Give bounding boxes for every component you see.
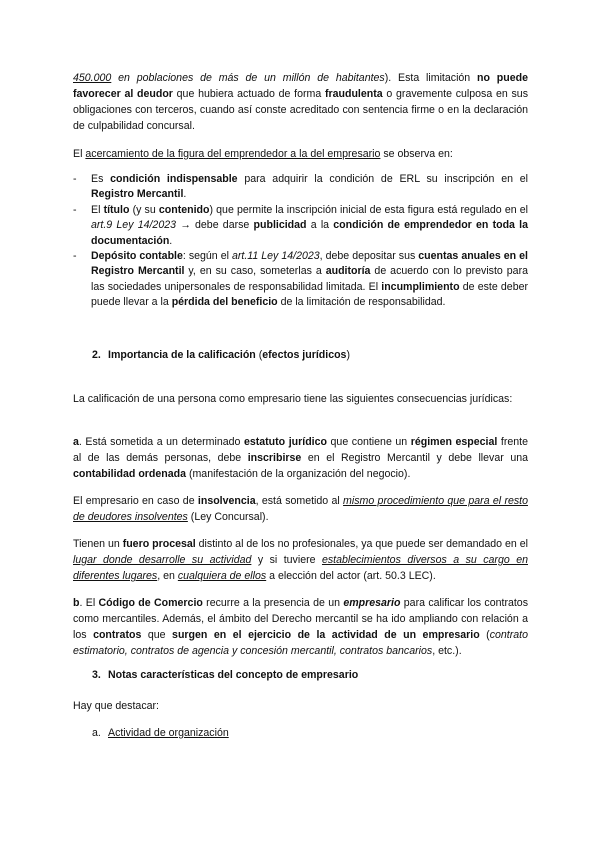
bullet-list [73, 172, 528, 311]
subsection-a: a. Actividad de organización [92, 727, 229, 739]
list-item: - Depósito contable: según el art.11 Ley 14/2023, debe depositar sus cuentas anuales en el Registro Mercantil y, en su caso, someterlas a auditoría de acuerdo con lo previsto para las sociedades unipersonales de responsabilidad limitada. El incumplimiento de este deber puede llevar a la pérdida del beneficio de la limitación de responsabilidad. [73, 250, 529, 309]
paragraph-destacar: Hay que destacar: [73, 700, 159, 712]
paragraph-point-a: a. Está sometida a un determinado estatuto jurídico que contiene un régimen especial frente al de las demás personas, debe inscribirse en el Registro Mercantil y debe llevar una contabilidad ordenada (manifestación de la organización del negocio). [73, 436, 528, 480]
list-item: - Es condición indispensable para adquirir la condición de ERL su inscripción en el Registro Mercantil. [73, 173, 529, 201]
paragraph-acercamiento: El acercamiento de la figura del emprendedor a la del empresario se observa en: [73, 148, 453, 160]
paragraph-insolvencia: El empresario en caso de insolvencia, está sometido al mismo procedimiento que para el resto de deudores insolventes (Ley Concursal). [73, 495, 528, 523]
paragraph-calificacion: La calificación de una persona como empresario tiene las siguientes consecuencias jurídicas: [73, 393, 513, 405]
section-heading-2: 2. Importancia de la calificación (efectos jurídicos) [92, 349, 350, 361]
paragraph-fuero: Tienen un fuero procesal distinto al de los no profesionales, ya que puede ser demandado en el lugar donde desarrolle su actividad y si tuviere establecimientos diversos a su cargo en diferentes lugares, en cualquiera de ellos a elección del actor (art. 50.3 LEC). [73, 538, 528, 582]
section-heading-3: 3. Notas características del concepto de empresario [92, 669, 359, 681]
paragraph-point-b: b. El Código de Comercio recurre a la presencia de un empresario para calificar los contratos como mercantiles. Además, el ámbito del Derecho mercantil se ha ido ampliando con relación a los contratos que surgen en el ejercicio de la actividad de un empresario (contrato estimatorio, contratos de agencia y concesión mercantil, contratos bancarios, etc.). [73, 597, 529, 657]
list-item: - El título (y su contenido) que permite la inscripción inicial de esta figura está regulado en el art.9 Ley 14/2023 → debe darse publicidad a la condición de emprendedor en toda la documentación. [73, 203, 528, 247]
paragraph-limitation: 450.000 en poblaciones de más de un millón de habitantes). Esta limitación no puede favorecer al deudor que hubiera actuado de forma fraudulenta o gravemente culposa en sus obligaciones con terceros, cuando así conste acreditado con sentencia firme o en la declaración de culpabilidad concursal. [73, 72, 528, 132]
